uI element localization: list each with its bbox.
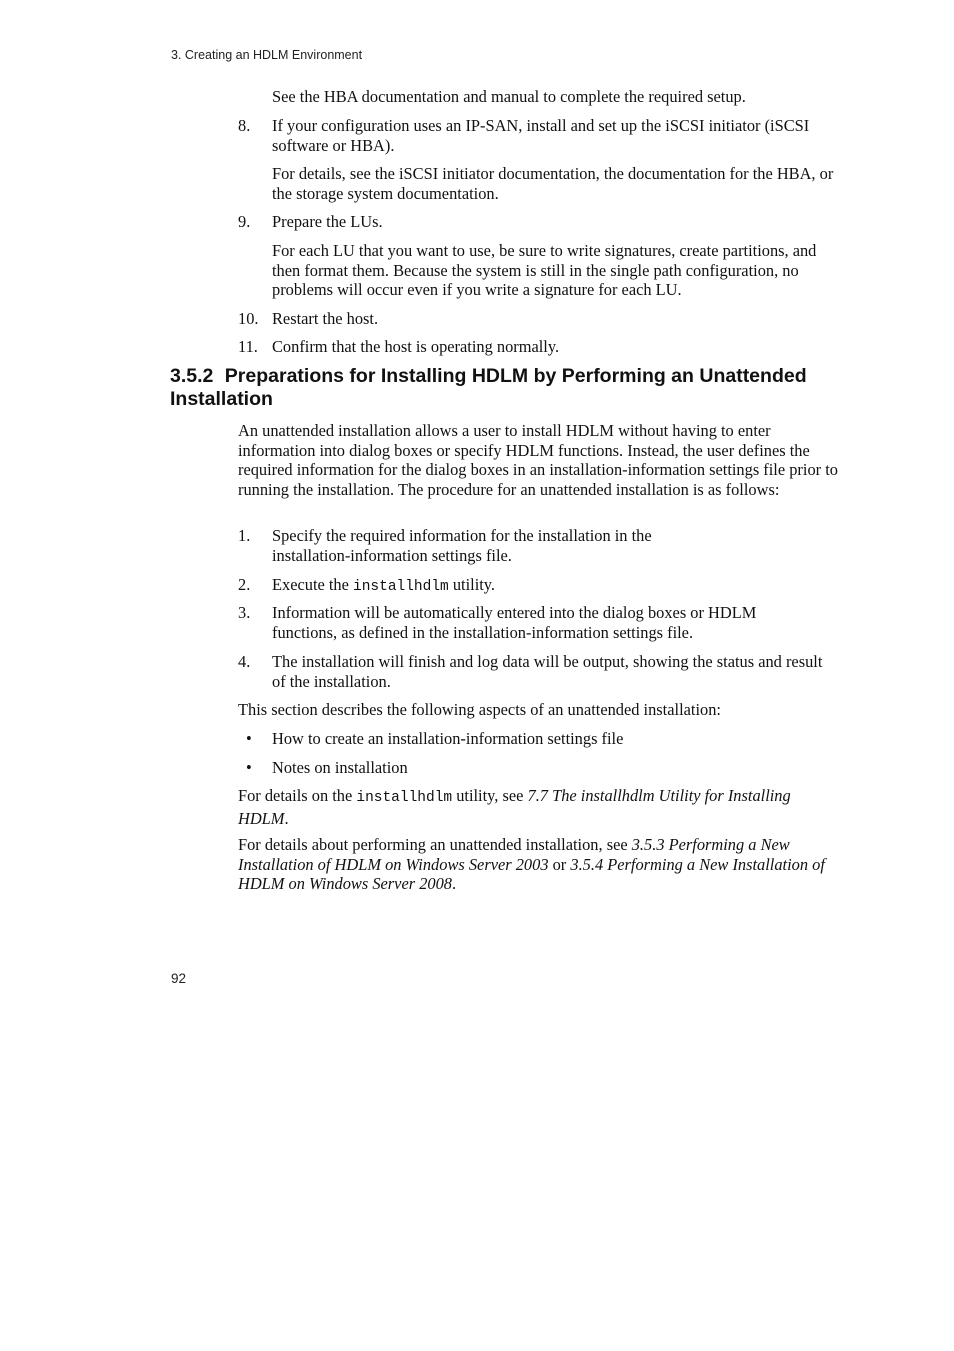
- section-title: Preparations for Installing HDLM by Performing an Unattended Installation: [170, 365, 807, 410]
- ref-text: For details about performing an unattended installation, see: [238, 835, 632, 854]
- ref-text: .: [284, 808, 289, 828]
- aspects-intro: This section describes the following aspects of an unattended installation:: [238, 700, 721, 719]
- step-text: Confirm that the host is operating normally.: [272, 337, 560, 356]
- ref-text: .: [451, 874, 457, 893]
- step-detail: For details, see the iSCSI initiator documentation, the documentation for the HBA, or the storage system documentation.: [272, 164, 834, 203]
- step-number: 4.: [238, 652, 251, 671]
- section-number: 3.5.2: [170, 365, 214, 387]
- step-number: 2.: [238, 575, 251, 594]
- cross-reference-link[interactable]: 3.5.4 Performing a New Installation of HDLM on Windows Server 2008: [238, 854, 825, 893]
- step-text: Specify the required information for the installation in the installation-information settings file.: [272, 526, 652, 565]
- cross-reference-link[interactable]: 3.5.3 Performing a New Installation of HDLM on Windows Server 2003: [238, 835, 790, 874]
- installhdlm-code: installhdlm: [353, 579, 449, 595]
- section-intro: An unattended installation allows a user to install HDLM without having to enter information into dialog boxes or specify HDLM functions. Instead, the user defines the required information for the dialog boxes in an installation-information settings file prior to running the installation. The procedure for an unattended installation is as follows:: [238, 421, 838, 499]
- step-number: 8.: [238, 116, 251, 135]
- step-text: Restart the host.: [272, 309, 379, 328]
- reference-unattended: [238, 835, 842, 894]
- step-number: 11.: [238, 337, 258, 356]
- step-number: 10.: [238, 309, 259, 328]
- ref-text: For details on the: [238, 786, 357, 805]
- running-header: 3. Creating an HDLM Environment: [171, 48, 363, 62]
- reference-installhdlm: [238, 786, 842, 828]
- cross-reference-link[interactable]: 7.7 The installhdlm Utility for Installing HDLM: [238, 786, 791, 828]
- bullet-marker: •: [246, 729, 252, 748]
- section-heading: [170, 365, 850, 411]
- step-number: 9.: [238, 212, 251, 231]
- bullet-item: Notes on installation: [272, 758, 408, 777]
- step-text: [272, 575, 842, 598]
- continuation-text: See the HBA documentation and manual to complete the required setup.: [272, 87, 746, 106]
- ref-text: utility, see: [452, 786, 528, 805]
- installhdlm-code: installhdlm: [356, 790, 453, 806]
- bullet-marker: •: [246, 758, 252, 777]
- step-text-pre: Execute the: [272, 575, 354, 594]
- step-text: The installation will finish and log data will be output, showing the status and result of the installation.: [272, 652, 823, 691]
- step-detail: For each LU that you want to use, be sure to write signatures, create partitions, and then format them. Because the system is still in the single path configuration, no problems will occur even if you write a signature for each LU.: [272, 241, 817, 299]
- page-number: 92: [171, 971, 187, 986]
- step-text-post: utility.: [448, 575, 496, 594]
- step-text: Prepare the LUs.: [272, 212, 383, 231]
- bullet-item: How to create an installation-information settings file: [272, 729, 624, 748]
- step-number: 1.: [238, 526, 251, 545]
- step-text: If your configuration uses an IP-SAN, install and set up the iSCSI initiator (iSCSI software or HBA).: [272, 116, 810, 155]
- step-number: 3.: [238, 603, 251, 622]
- step-text: Information will be automatically entered into the dialog boxes or HDLM functions, as defined in the installation-information settings file.: [272, 603, 757, 642]
- ref-text: or: [548, 854, 571, 874]
